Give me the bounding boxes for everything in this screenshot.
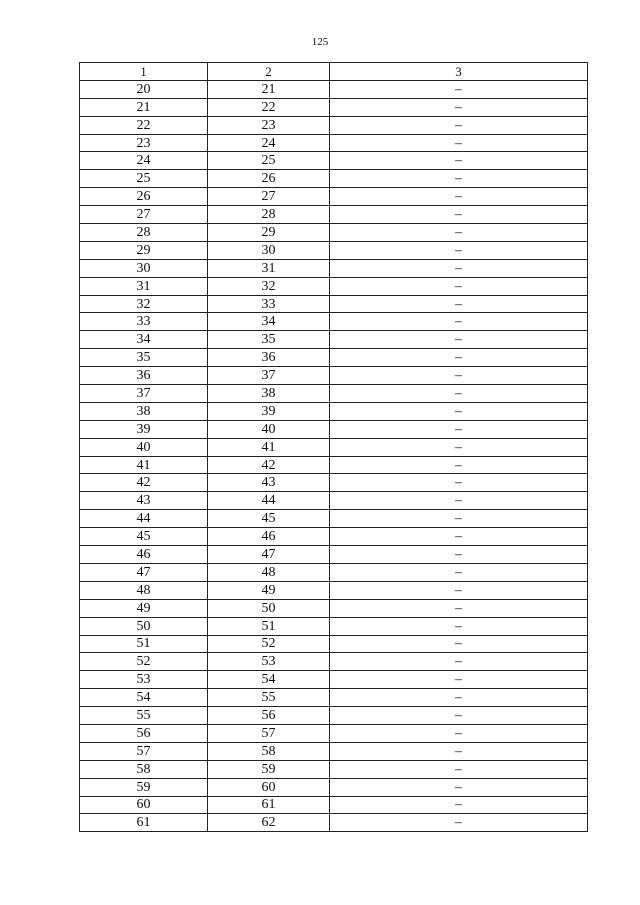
- table-cell-col3: –: [330, 188, 588, 206]
- table-cell-col1: 35: [80, 349, 208, 367]
- table-row: [80, 80, 588, 98]
- table-cell-col3: –: [330, 80, 588, 98]
- table-cell-col1: 57: [80, 742, 208, 760]
- table-cell-col2: 34: [208, 313, 330, 331]
- table-cell-col2: 26: [208, 170, 330, 188]
- table-cell-col2: 40: [208, 420, 330, 438]
- table-cell-col2: 21: [208, 80, 330, 98]
- table-cell-col3: –: [330, 474, 588, 492]
- table-cell-col3: –: [330, 116, 588, 134]
- table-row: [80, 98, 588, 116]
- table-cell-col3: –: [330, 563, 588, 581]
- table-cell-col2: 60: [208, 778, 330, 796]
- table-cell-col1: 22: [80, 116, 208, 134]
- table-cell-col1: 61: [80, 814, 208, 832]
- table-cell-col3: –: [330, 349, 588, 367]
- table-cell-col3: –: [330, 814, 588, 832]
- table-row: [80, 689, 588, 707]
- table-cell-col3: –: [330, 492, 588, 510]
- table-cell-col3: –: [330, 796, 588, 814]
- table-row: [80, 152, 588, 170]
- table-cell-col3: –: [330, 635, 588, 653]
- table-cell-col1: 39: [80, 420, 208, 438]
- table-cell-col1: 43: [80, 492, 208, 510]
- table-cell-col3: –: [330, 259, 588, 277]
- table-cell-col2: 22: [208, 98, 330, 116]
- table-row: [80, 492, 588, 510]
- table-cell-col2: 28: [208, 206, 330, 224]
- table-cell-col3: –: [330, 546, 588, 564]
- table-cell-col2: 41: [208, 438, 330, 456]
- table-cell-col2: 36: [208, 349, 330, 367]
- table-row: [80, 581, 588, 599]
- table-row: [80, 653, 588, 671]
- table-row: [80, 134, 588, 152]
- table-cell-col1: 40: [80, 438, 208, 456]
- table-row: [80, 563, 588, 581]
- table-cell-col3: –: [330, 277, 588, 295]
- table-cell-col3: –: [330, 760, 588, 778]
- table-cell-col3: –: [330, 331, 588, 349]
- table-cell-col3: –: [330, 402, 588, 420]
- table-cell-col3: –: [330, 385, 588, 403]
- table-cell-col2: 23: [208, 116, 330, 134]
- table-cell-col1: 45: [80, 528, 208, 546]
- table-cell-col3: –: [330, 653, 588, 671]
- table-cell-col3: –: [330, 152, 588, 170]
- table-cell-col1: 24: [80, 152, 208, 170]
- table-cell-col2: 49: [208, 581, 330, 599]
- table-row: [80, 420, 588, 438]
- table-cell-col1: 28: [80, 224, 208, 242]
- table-row: [80, 170, 588, 188]
- table-row: [80, 331, 588, 349]
- table-cell-col1: 42: [80, 474, 208, 492]
- table-cell-col3: –: [330, 510, 588, 528]
- table-row: [80, 367, 588, 385]
- table-cell-col2: 25: [208, 152, 330, 170]
- table-cell-col3: –: [330, 617, 588, 635]
- table-row: [80, 385, 588, 403]
- table-row: [80, 259, 588, 277]
- table-cell-col1: 48: [80, 581, 208, 599]
- table-cell-col2: 56: [208, 707, 330, 725]
- table-cell-col1: 55: [80, 707, 208, 725]
- table-cell-col1: 21: [80, 98, 208, 116]
- table-cell-col2: 57: [208, 724, 330, 742]
- table-row: [80, 313, 588, 331]
- table-cell-col1: 27: [80, 206, 208, 224]
- table-cell-col2: 53: [208, 653, 330, 671]
- table-cell-col3: –: [330, 367, 588, 385]
- data-table: [79, 62, 588, 832]
- table-row: [80, 188, 588, 206]
- table-cell-col1: 32: [80, 295, 208, 313]
- table-cell-col1: 37: [80, 385, 208, 403]
- table-cell-col1: 25: [80, 170, 208, 188]
- table-row: [80, 402, 588, 420]
- table-cell-col3: –: [330, 689, 588, 707]
- table-cell-col1: 29: [80, 241, 208, 259]
- table-row: [80, 241, 588, 259]
- column-header-1: 1: [80, 63, 208, 81]
- table-cell-col2: 62: [208, 814, 330, 832]
- table-cell-col2: 61: [208, 796, 330, 814]
- table-row: [80, 635, 588, 653]
- table-cell-col1: 31: [80, 277, 208, 295]
- table-cell-col1: 49: [80, 599, 208, 617]
- table-row: [80, 778, 588, 796]
- table-cell-col2: 46: [208, 528, 330, 546]
- table-row: [80, 295, 588, 313]
- table-cell-col1: 54: [80, 689, 208, 707]
- table-cell-col2: 38: [208, 385, 330, 403]
- table-row: [80, 349, 588, 367]
- table-cell-col3: –: [330, 707, 588, 725]
- table-cell-col2: 52: [208, 635, 330, 653]
- table-cell-col1: 34: [80, 331, 208, 349]
- table-cell-col2: 44: [208, 492, 330, 510]
- table-cell-col2: 35: [208, 331, 330, 349]
- table-cell-col2: 24: [208, 134, 330, 152]
- table-row: [80, 814, 588, 832]
- table-cell-col3: –: [330, 241, 588, 259]
- table-row: [80, 474, 588, 492]
- table-row: [80, 528, 588, 546]
- table-row: [80, 116, 588, 134]
- table-row: [80, 707, 588, 725]
- table-cell-col1: 46: [80, 546, 208, 564]
- table-cell-col3: –: [330, 599, 588, 617]
- table-row: [80, 438, 588, 456]
- table-cell-col2: 27: [208, 188, 330, 206]
- table-cell-col3: –: [330, 206, 588, 224]
- table-cell-col1: 51: [80, 635, 208, 653]
- table-row: [80, 599, 588, 617]
- table-row: [80, 760, 588, 778]
- table-cell-col3: –: [330, 671, 588, 689]
- table-cell-col3: –: [330, 420, 588, 438]
- table-cell-col2: 58: [208, 742, 330, 760]
- table-row: [80, 796, 588, 814]
- table-cell-col1: 59: [80, 778, 208, 796]
- table-cell-col2: 59: [208, 760, 330, 778]
- table-cell-col2: 39: [208, 402, 330, 420]
- table-cell-col1: 36: [80, 367, 208, 385]
- table-cell-col1: 20: [80, 80, 208, 98]
- table-cell-col3: –: [330, 313, 588, 331]
- column-header-2: 2: [208, 63, 330, 81]
- table-cell-col2: 32: [208, 277, 330, 295]
- table-cell-col1: 58: [80, 760, 208, 778]
- table-cell-col1: 30: [80, 259, 208, 277]
- table-row: [80, 206, 588, 224]
- table-cell-col1: 47: [80, 563, 208, 581]
- table-cell-col2: 43: [208, 474, 330, 492]
- table-row: [80, 224, 588, 242]
- table-cell-col2: 45: [208, 510, 330, 528]
- table-cell-col2: 33: [208, 295, 330, 313]
- table-cell-col2: 47: [208, 546, 330, 564]
- table-row: [80, 724, 588, 742]
- table-cell-col2: 42: [208, 456, 330, 474]
- table-cell-col3: –: [330, 456, 588, 474]
- table-cell-col2: 29: [208, 224, 330, 242]
- table-cell-col2: 37: [208, 367, 330, 385]
- table-cell-col2: 50: [208, 599, 330, 617]
- table-cell-col1: 50: [80, 617, 208, 635]
- table-row: [80, 277, 588, 295]
- table-row: [80, 510, 588, 528]
- table-cell-col2: 48: [208, 563, 330, 581]
- table-row: [80, 671, 588, 689]
- table-cell-col1: 38: [80, 402, 208, 420]
- table-cell-col1: 53: [80, 671, 208, 689]
- table-row: [80, 546, 588, 564]
- table-row: [80, 742, 588, 760]
- column-header-3: 3: [330, 63, 588, 81]
- table-cell-col2: 51: [208, 617, 330, 635]
- table-cell-col1: 26: [80, 188, 208, 206]
- table-cell-col3: –: [330, 224, 588, 242]
- table-row: [80, 617, 588, 635]
- table-header-row: [80, 63, 588, 81]
- table-cell-col1: 52: [80, 653, 208, 671]
- table-cell-col3: –: [330, 581, 588, 599]
- table-cell-col1: 33: [80, 313, 208, 331]
- table-cell-col1: 56: [80, 724, 208, 742]
- table-cell-col3: –: [330, 438, 588, 456]
- table-cell-col1: 23: [80, 134, 208, 152]
- table-cell-col2: 31: [208, 259, 330, 277]
- table-cell-col3: –: [330, 528, 588, 546]
- table-body: [80, 80, 588, 831]
- table-cell-col3: –: [330, 98, 588, 116]
- table-cell-col3: –: [330, 742, 588, 760]
- table-cell-col1: 44: [80, 510, 208, 528]
- table-cell-col3: –: [330, 295, 588, 313]
- table-cell-col3: –: [330, 778, 588, 796]
- table-cell-col2: 30: [208, 241, 330, 259]
- table-cell-col3: –: [330, 724, 588, 742]
- table-cell-col1: 41: [80, 456, 208, 474]
- table-row: [80, 456, 588, 474]
- page-number: 125: [311, 36, 329, 48]
- table-cell-col3: –: [330, 170, 588, 188]
- table-cell-col2: 55: [208, 689, 330, 707]
- table-cell-col1: 60: [80, 796, 208, 814]
- table-cell-col2: 54: [208, 671, 330, 689]
- table-cell-col3: –: [330, 134, 588, 152]
